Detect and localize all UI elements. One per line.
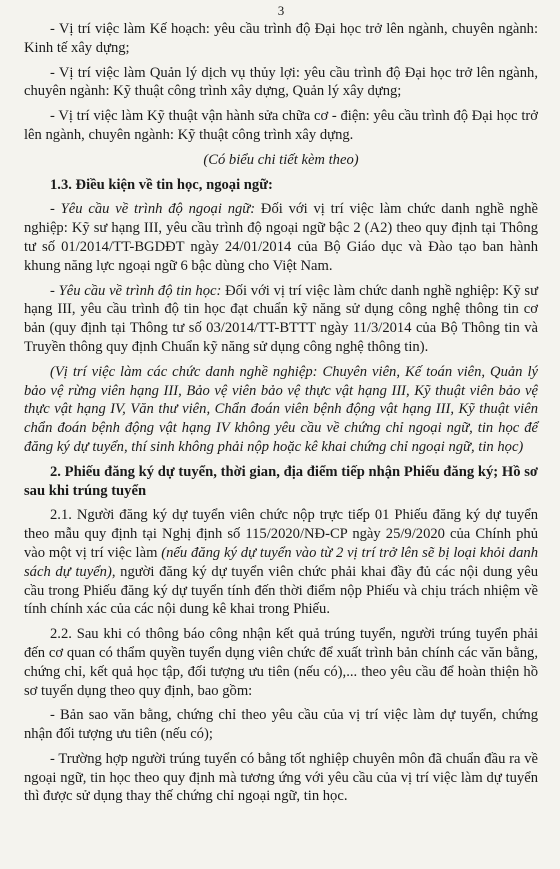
paragraph-2-1 [24, 506, 538, 619]
paragraph-ban-sao: - Bản sao văn bằng, chứng chỉ theo yêu cầu của vị trí việc làm dự tuyển, chứng nhận đối tượng ưu tiên (nếu có); [24, 707, 538, 743]
paragraph-attachment-note [24, 151, 538, 170]
paragraph-quan-ly-thuy-loi: - Vị trí việc làm Quản lý dịch vụ thủy lợi: yêu cầu trình độ Đại học trở lên ngành, chuyên ngành: Kỹ thuật công trình xây dựng, Quản lý xây dựng; [24, 64, 538, 100]
page-number: 3 [277, 3, 285, 18]
paragraph-2-1-part-c: , người đăng ký dự tuyển viên chức phải khai đầy đủ các nội dung yêu cầu trong Phiếu đăng ký dự tuyển tính đến thời điểm nộp Phiếu và chịu trách nhiệm về tính chính xác của các nội dung kê khai trong Phiếu. [24, 563, 538, 618]
paragraph-2-1-part-b: (nếu đăng ký dự tuyển vào từ 2 vị trí trở lên sẽ bị loại khỏi danh sách dự tuyển) [24, 544, 538, 580]
tin-hoc-label: - Yêu cầu về trình độ tin học: [50, 282, 222, 299]
paragraph-ke-hoach: - Vị trí việc làm Kế hoạch: yêu cầu trình độ Đại học trở lên ngành, chuyên ngành: Kinh tế xây dựng; [24, 21, 538, 56]
section-heading-2: 2. Phiếu đăng ký dự tuyển, thời gian, địa điểm tiếp nhận Phiếu đăng ký; Hồ sơ sau khi trúng tuyển [24, 463, 538, 499]
paragraph-ky-thuat-van-hanh: - Vị trí việc làm Kỹ thuật vận hành sửa chữa cơ - điện: yêu cầu trình độ Đại học trở lên ngành, chuyên ngành: Kỹ thuật công trình xây dựng. [24, 108, 538, 143]
exemption-note-text: (Vị trí việc làm các chức danh nghề nghiệp: Chuyên viên, Kế toán viên, Quản lý bảo vệ rừng viên hạng III, Bảo vệ viên bảo vệ thực vật hạng III, Kỹ thuật viên bảo vệ thực vật hạng IV, Văn thư viên, Chẩn đoán viên bệnh động vật hạng III, Kỹ thuật viên chẩn đoán bệnh động vật hạng IV không yêu cầu về chứng chỉ ngoại ngữ, tin học để đăng ký dự tuyển, thí sinh không phải nộp hoặc kê khai chứng chỉ ngoại ngữ, tin học) [24, 363, 538, 455]
paragraph-tin-hoc [24, 282, 538, 357]
section-heading-1-3: 1.3. Điều kiện về tin học, ngoại ngữ: [50, 176, 273, 193]
attachment-note-text: (Có biểu chi tiết kèm theo) [203, 151, 359, 168]
paragraph-2-2: 2.2. Sau khi có thông báo công nhận kết quả trúng tuyển, người trúng tuyển phải đến cơ quan có thẩm quyền tuyển dụng viên chức để xuất trình bản chính các văn bằng, chứng chỉ, kết quả học tập, đối tượng ưu tiên (nếu có),... theo yêu cầu để hoàn thiện hồ sơ tuyển dụng theo quy định, bao gồm: [24, 626, 538, 699]
ngoai-ngu-label: - Yêu cầu về trình độ ngoại ngữ: [50, 201, 256, 218]
paragraph-2-1-part-a: 2.1. Người đăng ký dự tuyển viên chức nộp trực tiếp 01 Phiếu đăng ký dự tuyển theo mẫu quy định tại Nghị định số 115/2020/NĐ-CP ngày 25/9/2020 của Chính phủ vào một vị trí việc làm [24, 507, 538, 561]
ngoai-ngu-text: Đối với vị trí việc làm chức danh nghề nghề nghiệp: Kỹ sư hạng III, yêu cầu trình độ ngoại ngữ bậc 2 (A2) theo quy định tại Thông tư số 01/2014/TT-BGDĐT ngày 24/01/2014 của Bộ Giáo dục và Đào tạo ban hành khung năng lực ngoại ngữ 6 bậc dùng cho Việt Nam. [24, 201, 538, 274]
tin-hoc-text: Đối với vị trí việc làm chức danh nghề nghiệp: Kỹ sư hạng III, yêu cầu trình độ tin học đạt chuẩn kỹ năng sử dụng công nghệ thông tin cơ bản (quy định tại Thông tư số 03/2014/TT-BTTT ngày 11/3/2014 của Bộ Thông tin và Truyền thông quy định Chuẩn kỹ năng sử dụng công nghệ thông tin). [24, 282, 538, 355]
paragraph-ngoai-ngu [24, 200, 538, 275]
paragraph-exemption-note [24, 363, 538, 457]
paragraph-truong-hop: - Trường hợp người trúng tuyển có bằng tốt nghiệp chuyên môn đã chuẩn đầu ra về ngoại ngữ, tin học theo quy định mà tương ứng với yêu cầu của vị trí việc làm dự tuyển thì được sử dụng thay thế chứng chỉ ngoại ngữ, tin học. [24, 750, 538, 805]
